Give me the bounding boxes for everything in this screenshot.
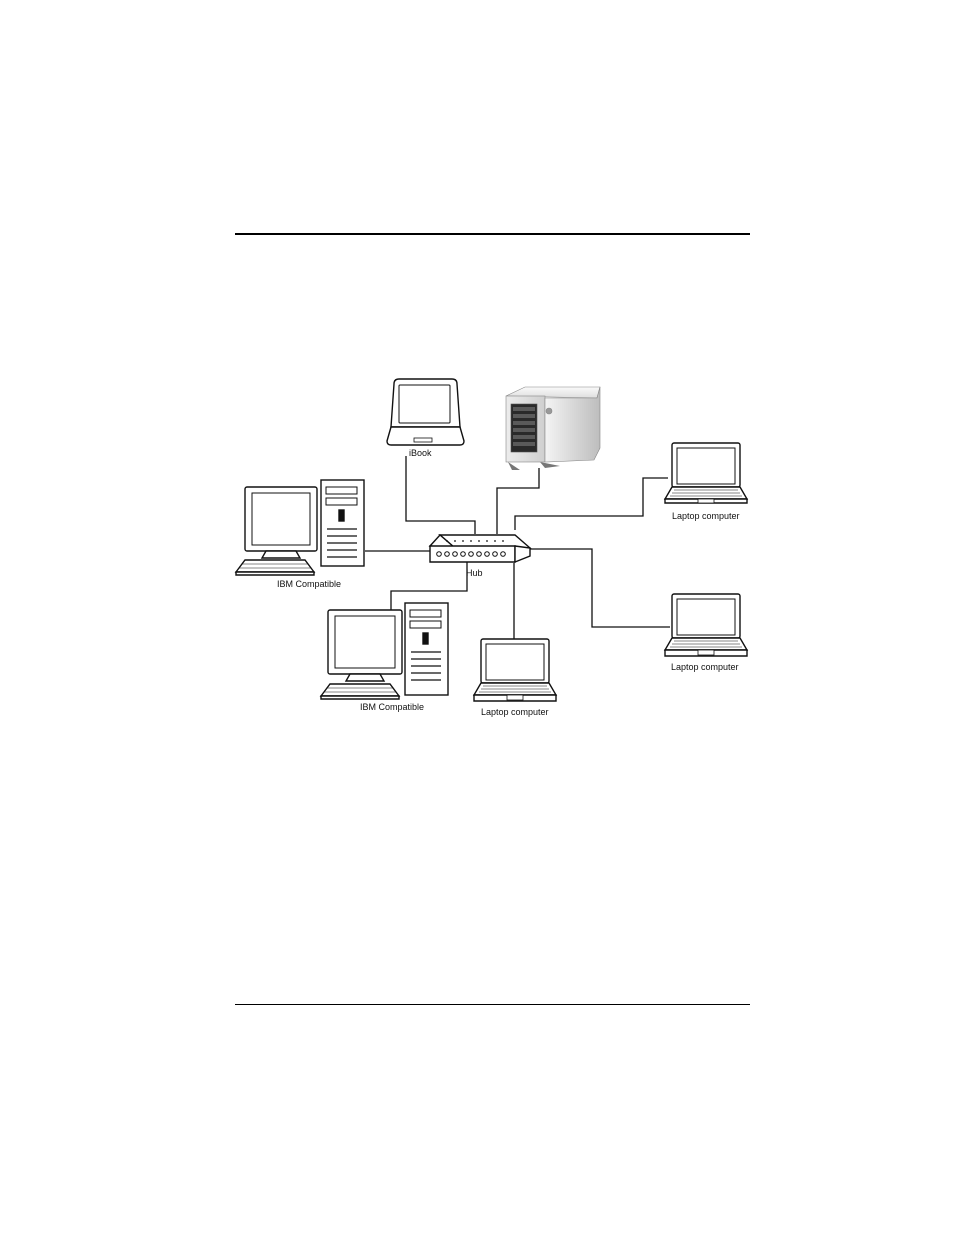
laptop-bottom-icon	[474, 639, 556, 701]
ibook-icon	[387, 379, 464, 445]
ibm-bottom-label: IBM Compatible	[360, 702, 425, 712]
hub-label: Hub	[466, 568, 483, 578]
laptop-mid-right-icon	[665, 594, 747, 656]
laptop-top-right-label: Laptop computer	[672, 511, 740, 521]
ibm-bottom-icon	[321, 603, 448, 699]
ibm-left-icon	[236, 480, 364, 575]
laptop-mid-right-label: Laptop computer	[671, 662, 739, 672]
cable-ibook	[406, 456, 475, 534]
hub-icon	[430, 535, 530, 562]
laptop-bottom-label: Laptop computer	[481, 707, 549, 717]
server-icon	[506, 387, 600, 470]
cable-server	[497, 468, 539, 534]
cable-laptop-mid-right	[527, 549, 670, 627]
cable-laptop-top-right	[515, 478, 668, 530]
ibook-label: iBook	[409, 448, 432, 458]
laptop-top-right-icon	[665, 443, 747, 503]
ibm-left-label: IBM Compatible	[277, 579, 342, 589]
